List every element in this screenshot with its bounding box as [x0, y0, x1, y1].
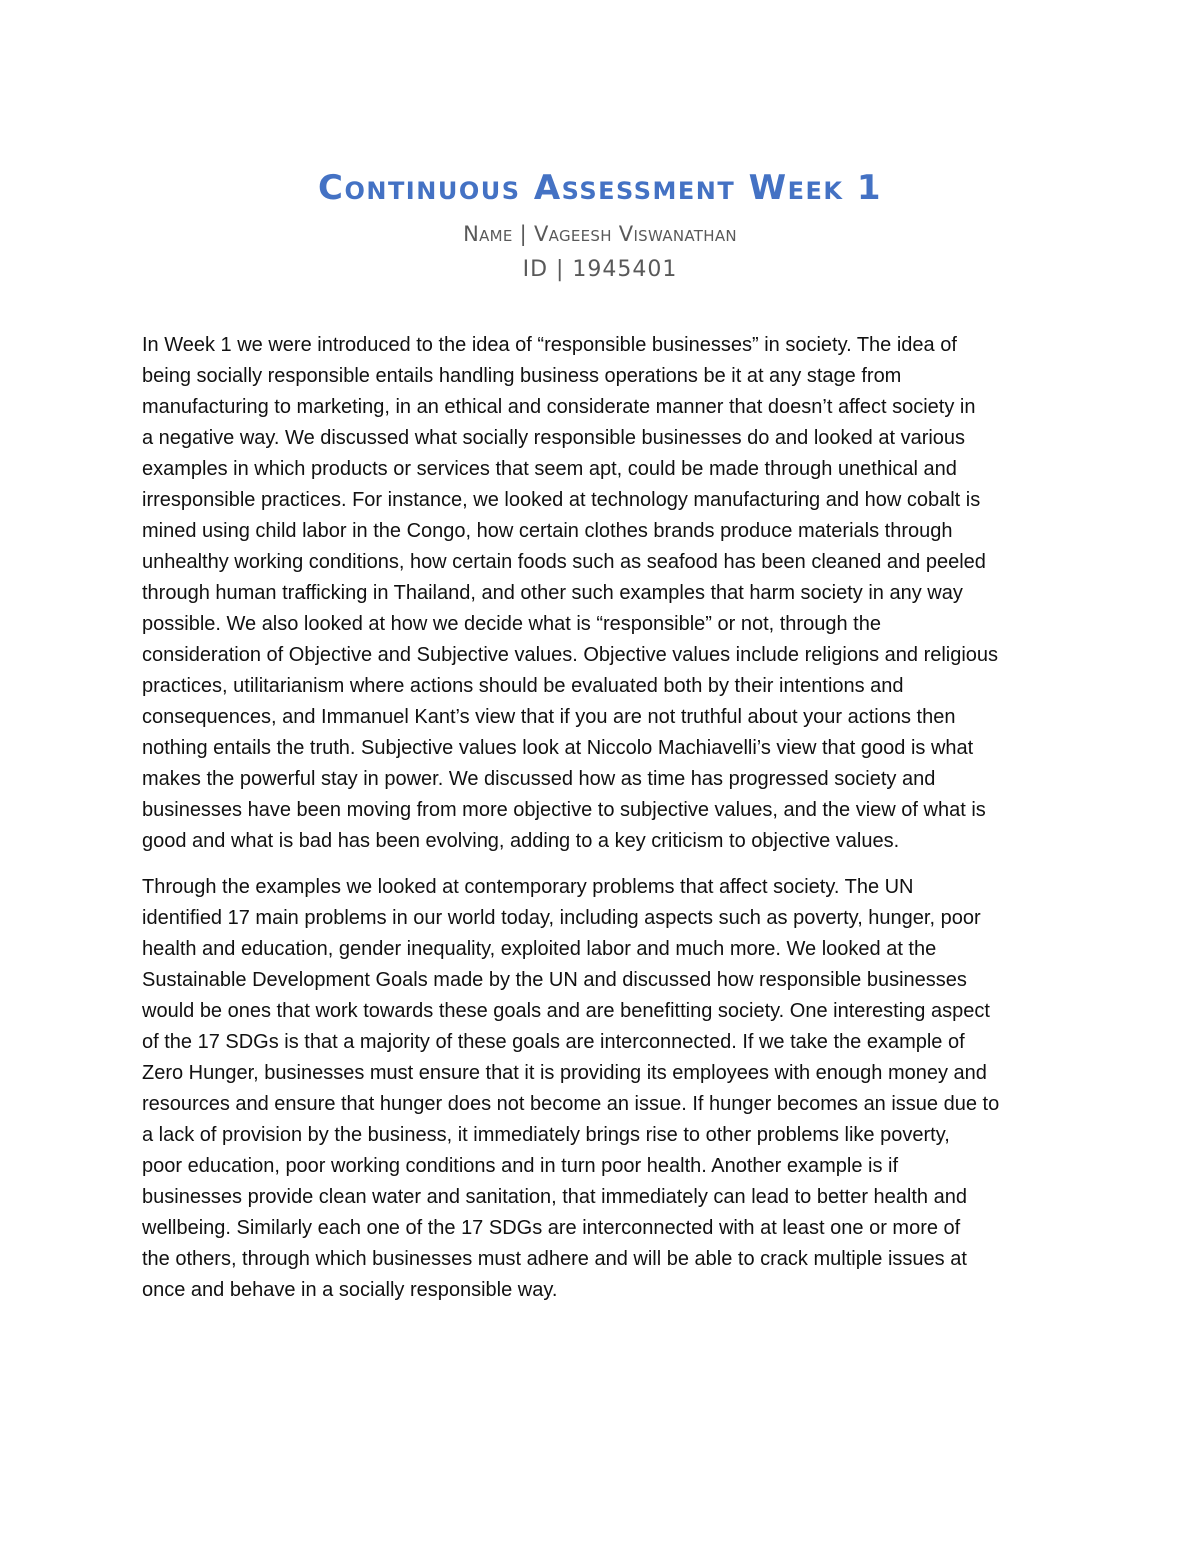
student-name-line: Name | Vageesh Viswanathan	[463, 222, 737, 246]
student-id-line: ID | 1945401	[522, 257, 678, 282]
document-title: Continuous Assessment Week 1	[318, 168, 882, 208]
paragraph-2: Through the examples we looked at contemporary problems that affect society. The UN identified 17 main problems in our world today, including aspects such as poverty, hunger, poor health and education, gender inequality, exploited labor and much more. We looked at the Sustainable Development Goals made by the UN and discussed how responsible businesses would be ones that work towards these goals and are benefitting society. One interesting aspect of the 17 SDGs is that a majority of these goals are interconnected. If we take the example of Zero Hunger, businesses must ensure that it is providing its employees with enough money and resources and ensure that hunger does not become an issue. If hunger becomes an issue due to a lack of provision by the business, it immediately brings rise to other problems like poverty, poor education, poor working conditions and in turn poor health. Another example is if businesses provide clean water and sanitation, that immediately can lead to better health and wellbeing. Similarly each one of the 17 SDGs are interconnected with at least one or more of the others, through which businesses must adhere and will be able to crack multiple issues at once and behave in a socially responsible way.	[142, 876, 1000, 1301]
paragraph-1: In Week 1 we were introduced to the idea of “responsible businesses” in society. The idea of being socially responsible entails handling business operations be it at any stage from manufacturing to marketing, in an ethical and considerate manner that doesn’t affect society in a negative way. We discussed what socially responsible businesses do and looked at various examples in which products or services that seem apt, could be made through unethical and irresponsible practices. For instance, we looked at technology manufacturing and how cobalt is mined using child labor in the Congo, how certain clothes brands produce materials through unhealthy working conditions, how certain foods such as seafood has been cleaned and peeled through human trafficking in Thailand, and other such examples that harm society in any way possible. We also looked at how we decide what is “responsible” or not, through the consideration of Objective and Subjective values. Objective values include religions and religious practices, utilitarianism where actions should be evaluated both by their intentions and consequences, and Immanuel Kant’s view that if you are not truthful about your actions then nothing entails the truth. Subjective values look at Niccolo Machiavelli’s view that good is what makes the powerful stay in power. We discussed how as time has progressed society and businesses have been moving from more objective to subjective values, and the view of what is good and what is bad has been evolving, adding to a key criticism to objective values.	[142, 334, 999, 852]
document-body	[142, 330, 1067, 1321]
